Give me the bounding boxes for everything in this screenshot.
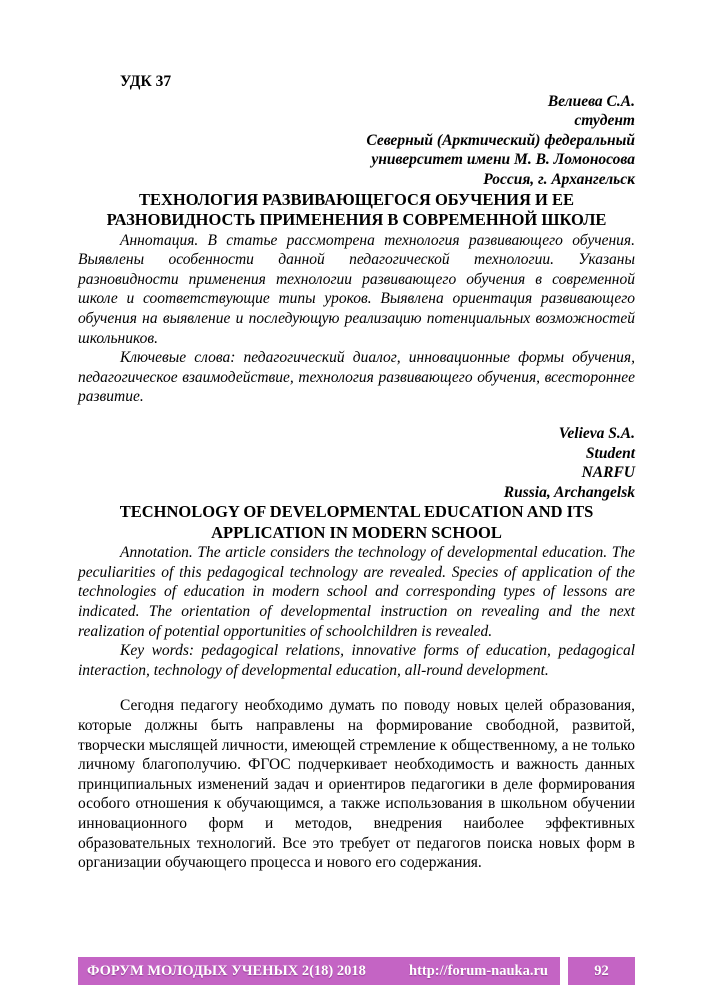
author-block-ru	[78, 92, 635, 190]
author-ru-org-line1: Северный (Арктический) федеральный	[366, 131, 635, 149]
article-title-en: TECHNOLOGY OF DEVELOPMENTAL EDUCATION AND ITS APPLICATION IN MODERN SCHOOL	[119, 502, 594, 542]
author-ru-name: Велиева С.А.	[547, 92, 635, 110]
footer-journal-bar	[78, 957, 560, 985]
body-paragraph: Сегодня педагогу необходимо думать по поводу новых целей образования, которые должны быть направлены на формирование свободной, развитой, творчески мыслящей личности, имеющей стремление к общественному, а не только личному благополучию. ФГОС подчеркивает необходимость и важность данных принципиальных изменений задач и ориентиров педагогики в деле формирования особого отношения к обучающимся, а также использования в школьном обучении инновационного форм и методов, внедрения наиболее эффективных образовательных технологий. Все это требует от педагогов поиска новых форм в организации обучающего процесса и нового его содержания.	[78, 697, 635, 872]
abstract-en: Annotation. The article considers the technology of developmental education. The peculiarities of this pedagogical technology are revealed. Species of application of the technologies of education in modern school and corresponding types of lessons are indicated. The orientation of developmental instruction on revealing and the next realization of potential opportunities of schoolchildren is revealed.	[78, 544, 635, 640]
author-ru-location: Россия, г. Архангельск	[483, 170, 635, 188]
keywords-en: Key words: pedagogical relations, innovative forms of education, pedagogical interaction, technology of developmental education, all-round development.	[78, 642, 635, 679]
keywords-ru: Ключевые слова: педагогический диалог, инновационные формы обучения, педагогическое взаимодействие, технология развивающего обучения, всестороннее развитие.	[78, 349, 635, 406]
article-content	[78, 72, 635, 873]
article-title-ru: ТЕХНОЛОГИЯ РАЗВИВАЮЩЕГОСЯ ОБУЧЕНИЯ И ЕЕ РАЗНОВИДНОСТЬ ПРИМЕНЕНИЯ В СОВРЕМЕННОЙ ШКОЛЕ	[106, 189, 607, 230]
abstract-ru: Аннотация. В статье рассмотрена технология развивающего обучения. Выявлены особенности данной педагогической технологии. Указаны разновидности применения технологии развивающего обучения в современной школе и соответствующие типы уроков. Выявлена ориентация развивающего обучения на выявление и последующую реализацию потенциальных возможностей школьников.	[78, 231, 635, 347]
footer-journal-url: http://forum-nauka.ru	[409, 962, 548, 979]
author-en-org: NARFU	[581, 464, 635, 482]
author-ru-role: студент	[574, 112, 635, 130]
author-en-role: Student	[585, 444, 635, 462]
footer-journal-title: ФОРУМ МОЛОДЫХ УЧЕНЫХ 2(18) 2018	[87, 962, 366, 979]
footer-page-number: 92	[568, 957, 635, 985]
author-en-location: Russia, Archangelsk	[503, 483, 635, 501]
page-footer	[78, 957, 635, 985]
author-ru-org-line2: университет имени М. В. Ломоносова	[371, 151, 635, 169]
author-en-name: Velieva S.A.	[558, 424, 635, 442]
author-block-en	[78, 424, 635, 502]
udk-code: УДК 37	[120, 73, 172, 90]
